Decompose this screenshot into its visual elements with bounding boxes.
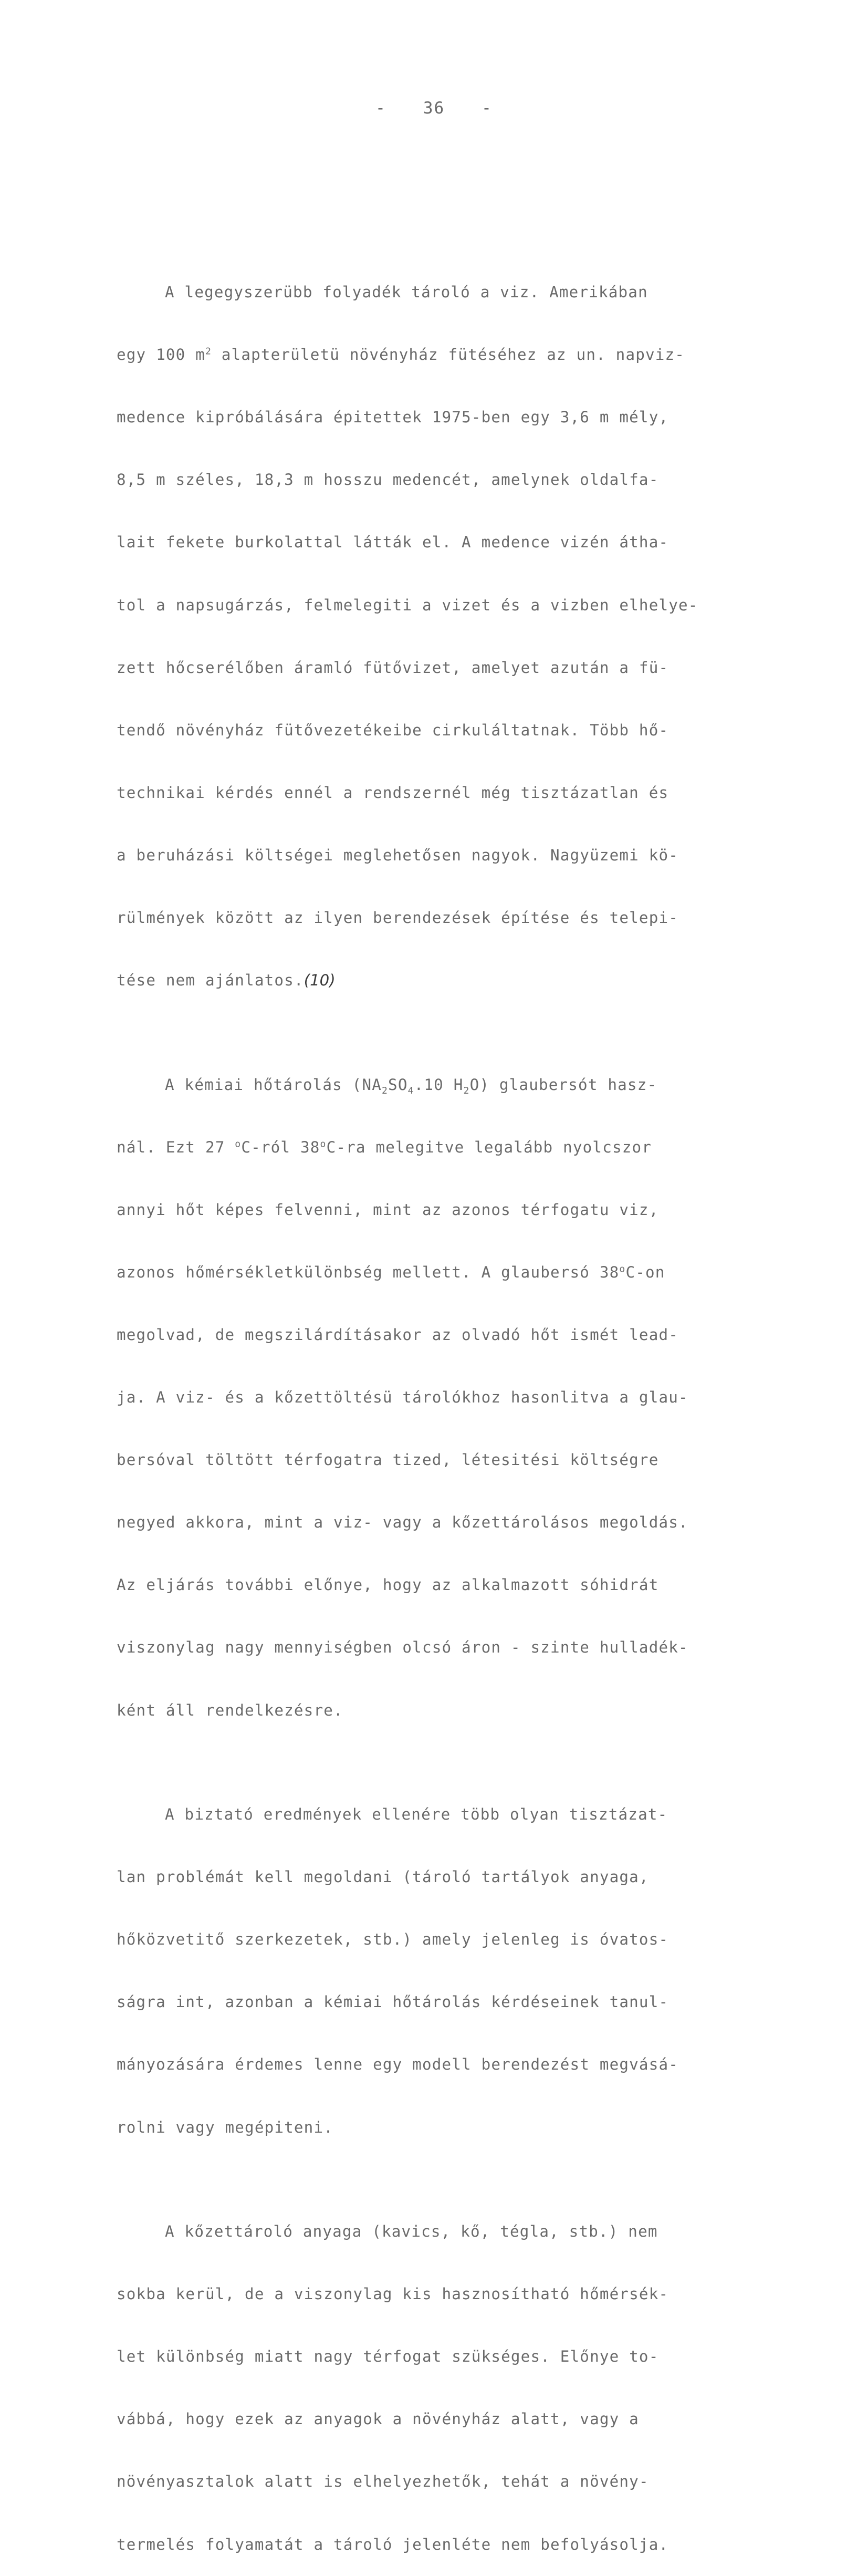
para2-line: negyed akkora, mint a viz- vagy a kőzettárolásos megoldás. bbox=[117, 1513, 688, 1532]
para2-line: ként áll rendelkezésre. bbox=[117, 1701, 343, 1719]
page-number-dash-right: - bbox=[482, 99, 493, 118]
para1-line: technikai kérdés ennél a rendszernél még tisztázatlan és bbox=[117, 783, 669, 802]
para1-line: tendő növényház fütővezetékeibe cirkuláltatnak. Több hő- bbox=[117, 721, 669, 739]
para1-line: A legegyszerübb folyadék tároló a viz. Amerikában bbox=[165, 283, 648, 302]
para2-line: Az eljárás további előnye, hogy az alkalmazott sóhidrát bbox=[117, 1576, 659, 1594]
para1-line: tése nem ajánlatos.(10) bbox=[117, 971, 336, 990]
para2-line: viszonylag nagy mennyiségben olcsó áron - szinte hulladék- bbox=[117, 1638, 688, 1657]
handwritten-reference: (10) bbox=[304, 971, 336, 990]
para1-line: zett hőcserélőben áramló fütővizet, amelyet azután a fü- bbox=[117, 658, 669, 677]
para1-line: a beruházási költségei meglehetősen nagyok. Nagyüzemi kö- bbox=[117, 846, 679, 864]
para3-line: mányozására érdemes lenne egy modell berendezést megvásá- bbox=[117, 2055, 679, 2074]
para2-line: ja. A viz- és a kőzettöltésü tárolókhoz hasonlitva a glau- bbox=[117, 1388, 688, 1407]
para3-line: hőközvetitő szerkezetek, stb.) amely jelenleg is óvatos- bbox=[117, 1930, 669, 1949]
para4-line: termelés folyamatát a tároló jelenléte nem befolyásolja. bbox=[117, 2535, 669, 2553]
page-number-value: 36 bbox=[423, 99, 445, 118]
para3-line: rolni vagy megépiteni. bbox=[117, 2118, 333, 2136]
para2-line: bersóval töltött térfogatra tized, létesitési költségre bbox=[117, 1451, 659, 1469]
page-number-dash-left: - bbox=[375, 99, 386, 118]
para2-line: azonos hőmérsékletkülönbség mellett. A glaubersó 38$^o$C-on bbox=[117, 1263, 665, 1281]
para3-line: lan problémát kell megoldani (tároló tartályok anyaga, bbox=[117, 1868, 649, 1886]
para2-line: annyi hőt képes felvenni, mint az azonos térfogatu viz, bbox=[117, 1200, 659, 1219]
para1-line: egy 100 $m^2$ alapterületü növényház fütéséhez az un. napviz- bbox=[117, 346, 685, 364]
para2-line: A kémiai hőtárolás ($NA_2SO_4.10$ $H_2O$) glaubersót hasz- bbox=[165, 1075, 657, 1096]
para1-line: tol a napsugárzás, felmelegiti a vizet és a vizben elhelye- bbox=[117, 596, 698, 614]
para4-line: sokba kerül, de a viszonylag kis hasznosítható hőmérsék- bbox=[117, 2285, 669, 2303]
para1-line: rülmények között az ilyen berendezések építése és telepi- bbox=[117, 909, 679, 927]
para1-line: 8,5 m széles, 18,3 m hosszu medencét, amelynek oldalfa- bbox=[117, 471, 659, 489]
para2-line: nál. Ezt 27 $^o$C-ról 38$^o$C-ra melegitve legalább nyolcszor bbox=[117, 1138, 652, 1156]
para1-line: lait fekete burkolattal látták el. A medence vizén átha- bbox=[117, 533, 669, 552]
para3-line: A biztató eredmények ellenére több olyan tisztázat- bbox=[165, 1805, 668, 1824]
para3-line: ságra int, azonban a kémiai hőtárolás kérdéseinek tanul- bbox=[117, 1993, 669, 2011]
para4-line: növényasztalok alatt is elhelyezhetők, tehát a növény- bbox=[117, 2473, 649, 2491]
para1-line: medence kipróbálására épitettek 1975-ben egy 3,6 m mély, bbox=[117, 408, 669, 427]
body-text bbox=[117, 220, 770, 2576]
page-number bbox=[0, 99, 868, 118]
para4-line: vábbá, hogy ezek az anyagok a növényház alatt, vagy a bbox=[117, 2410, 639, 2428]
para4-line: A kőzettároló anyaga (kavics, kő, tégla, stb.) nem bbox=[165, 2222, 658, 2241]
para4-line: let különbség miatt nagy térfogat szükséges. Előnye to- bbox=[117, 2348, 659, 2366]
para2-line: megolvad, de megszilárdításakor az olvadó hőt ismét lead- bbox=[117, 1326, 679, 1344]
